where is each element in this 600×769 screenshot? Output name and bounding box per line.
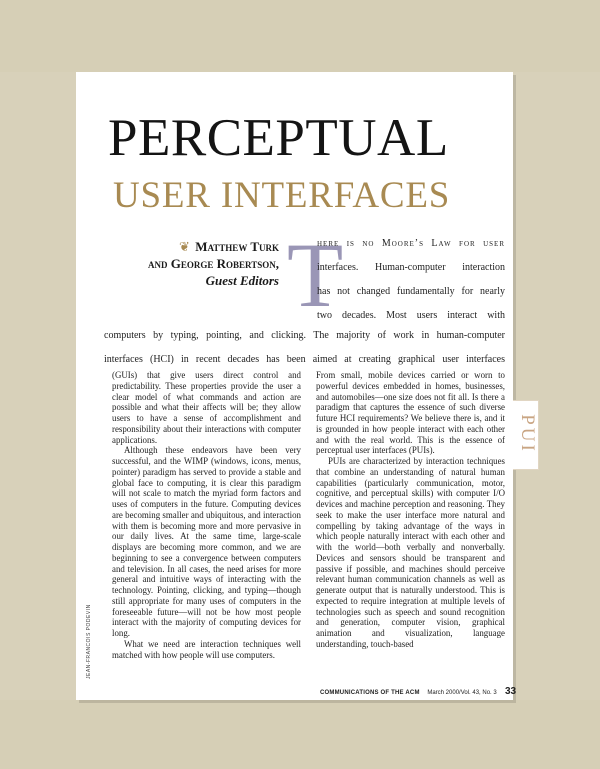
left-paragraph-3: What we need are interaction techniques well matched with how people will use computers.	[112, 638, 301, 660]
left-paragraph-1: (GUIs) that give users direct control and predictability. These properties provide the user a clear model of what commands and action are possible and what their affects will be; they allow users to have a sense of accomplishment and responsibility about their interactions with computer applications.	[112, 370, 301, 445]
author-line-1	[124, 238, 279, 255]
body-full-line-1: computers by typing, pointing, and clicking. The majority of work in human-computer	[104, 330, 505, 341]
intro-line-1	[317, 238, 505, 250]
side-tab-label: PUI	[517, 414, 538, 454]
author-name-1: Matthew Turk	[195, 239, 279, 254]
body-column-right	[316, 370, 505, 660]
article-subtitle: USER INTERFACES	[113, 175, 451, 216]
author-conjunction: and	[148, 256, 168, 271]
footer-issue: March 2000/Vol. 43, No. 3	[427, 690, 497, 696]
intro-line-1-text: here is no Moore’s Law for user	[317, 238, 505, 249]
right-paragraph-2: PUIs are characterized by interaction techniques that combine an understanding of natural human capabilities (particularly communication, motor, cognitive, and perceptual skills) with computer I/O devices and machine perception and reasoning. They seek to make the user interface more natural and compelling by taking advantage of the ways in which people naturally interact with each other and with the world—both verbally and nonverbally. Devices and sensors should be transparent and passive if possible, and machines should perceive relevant human communication channels as well as generate output that is naturally understood. This is expected to require integration at multiple levels of technologies such as speech and sound recognition and generation, computer vision, graphical animation and visualization, language understanding, touch-based	[316, 456, 505, 649]
intro-line-2: interfaces. Human-computer interaction	[317, 262, 505, 273]
author-name-2: George Robertson,	[170, 256, 279, 271]
author-line-2	[124, 255, 279, 272]
page-number: 33	[505, 686, 517, 697]
intro-line-4: two decades. Most users interact with	[317, 310, 505, 321]
author-role: Guest Editors	[205, 273, 279, 288]
right-paragraph-1: From small, mobile devices carried or worn to powerful devices embedded in homes, businesses, and automobiles—one size does not fit all. Is there a paradigm that captures the essence of such diverse future HCI requirements? We believe there is, and it is grounded in how people interact with each other and with the real world. This is the essence of perceptual user interfaces (PUIs).	[316, 370, 505, 456]
body-column-left	[112, 370, 301, 660]
page-footer	[320, 690, 497, 696]
leaf-ornament-icon: ❦	[179, 239, 190, 254]
left-paragraph-2: Although these endeavors have been very successful, and the WIMP (windows, icons, menus, pointer) paradigm has served to provide a stable and global face to computing, it is clear this paradigm will not scale to match the myriad form factors and uses of computers in the future. Computing devices are becoming smaller and ubiquitous, and interaction with them is becoming more and more pervasive in our daily lives. At the same time, large-scale displays are becoming more common, and we are beginning to see a convergence between computers and television. In all cases, the need arises for more general and intuitive ways of interacting with the technology. Pointing, clicking, and typing—though still appropriate for many uses of computers in the foreseeable future—will not be how most people interact with the majority of computing devices for long.	[112, 445, 301, 638]
illustration-credit: JEAN-FRANCOIS PODEVIN	[86, 604, 92, 679]
drop-cap: T	[287, 224, 344, 326]
author-byline	[124, 238, 279, 289]
article-title: PERCEPTUAL	[108, 109, 449, 167]
body-full-line-2: interfaces (HCI) in recent decades has been aimed at creating graphical user interfaces	[104, 354, 505, 365]
footer-journal: COMMUNICATIONS OF THE ACM	[320, 690, 420, 696]
top-background-band	[0, 0, 600, 72]
intro-line-3: has not changed fundamentally for nearly	[317, 286, 505, 297]
bottom-background-band	[0, 700, 600, 769]
magazine-page	[76, 72, 513, 700]
